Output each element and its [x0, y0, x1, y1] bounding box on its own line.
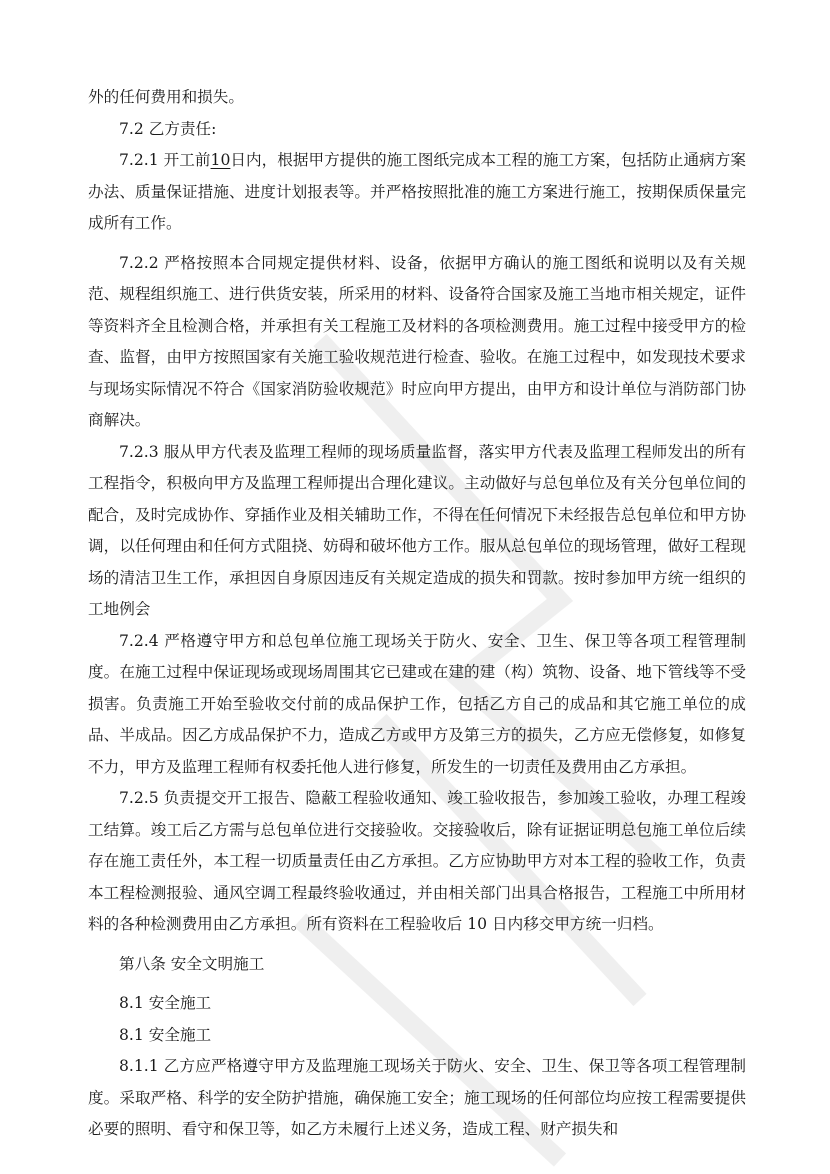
section-heading-8-1: 8.1 安全施工	[119, 994, 212, 1012]
underlined-days: 10	[210, 151, 231, 169]
clause-7-2-2: 7.2.2 严格按照本合同规定提供材料、设备，依据甲方确认的施工图纸和说明以及有关规范、规程组织施工、进行供货安装，所采用的材料、设备符合国家及施工当地市相关规定，证件等资料齐全且检测合格，并承担有关工程施工及材料的各项检测费用。施工过程中接受甲方的检查、监督，由甲方按照国家有关施工验收规范进行检查、验收。在施工过程中，如发现技术要求与现场实际情况不符合《国家消防验收规范》时应向甲方提出，由甲方和设计单位与消防部门协商解决。	[88, 253, 746, 429]
document-body	[88, 82, 746, 1146]
clause-7-2-1	[88, 145, 746, 240]
clause-8-1-1: 8.1.1 乙方应严格遵守甲方及监理施工现场关于防火、安全、卫生、保卫等各项工程管理制度。采取严格、科学的安全防护措施，确保施工安全；施工现场的任何部位均应按工程需要提供必要的照明、看守和保卫等，如乙方未履行上述义务，造成工程、财产损失和	[88, 1057, 746, 1138]
clause-7-2-1-lead: 7.2.1 开工前	[119, 151, 211, 169]
clause-7-2-4: 7.2.4 严格遵守甲方和总包单位施工现场关于防火、安全、卫生、保卫等各项工程管理制度。在施工过程中保证现场或现场周围其它已建或在建的建（构）筑物、设备、地下管线等不受损害。负责施工开始至验收交付前的成品保护工作，包括乙方自己的成品和其它施工单位的成品、半成品。因乙方成品保护不力，造成乙方或甲方及第三方的损失，乙方应无偿修复，如修复不力，甲方及监理工程师有权委托他人进行修复，所发生的一切责任及费用由乙方承担。	[88, 631, 746, 776]
article-8-heading: 第八条 安全文明施工	[119, 954, 265, 973]
paragraph-continuation: 外的任何费用和损失。	[88, 88, 244, 106]
section-heading-8-1-repeat: 8.1 安全施工	[119, 1025, 212, 1044]
clause-7-2-5: 7.2.5 负责提交开工报告、隐蔽工程验收通知、竣工验收报告，参加竣工验收，办理工程竣工结算。竣工后乙方需与总包单位进行交接验收。交接验收后，除有证据证明总包施工单位后续存在施工责任外，本工程一切质量责任由乙方承担。乙方应协助甲方对本工程的验收工作，负责本工程检测报验、通风空调工程最终验收通过，并由相关部门出具合格报告，工程施工中所用材料的各种检测费用由乙方承担。所有资料在工程验收后 10 日内移交甲方统一归档。	[88, 789, 746, 933]
clause-7-2-3: 7.2.3 服从甲方代表及监理工程师的现场质量监督，落实甲方代表及监理工程师发出的所有工程指令，积极向甲方及监理工程师提出合理化建议。主动做好与总包单位及有关分包单位间的配合，及时完成协作、穿插作业及相关辅助工作，不得在任何情况下未经报告总包单位和甲方协调，以任何理由和任何方式阻挠、妨碍和破坏他方工作。服从总包单位的现场管理，做好工程现场的清洁卫生工作，承担因自身原因违反有关规定造成的损失和罚款。按时参加甲方统一组织的工地例会	[88, 442, 746, 618]
clause-7-2-1-text: 日内，根据甲方提供的施工图纸完成本工程的施工方案，包括防止通病方案办法、质量保证措施、进度计划报表等。并严格按照批准的施工方案进行施工，按期保质保量完成所有工作。	[88, 151, 746, 232]
section-heading-7-2: 7.2 乙方责任:	[119, 119, 217, 138]
